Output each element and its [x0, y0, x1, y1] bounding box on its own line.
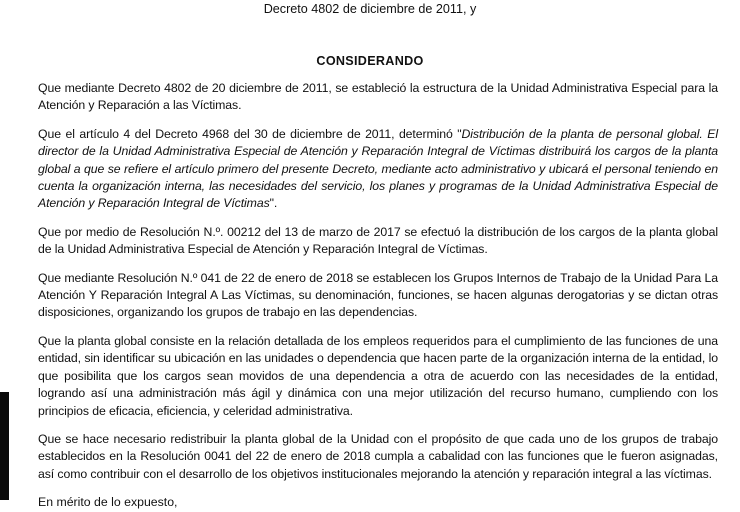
- paragraph-2-quote: Distribución de la planta de personal global. El director de la Unidad Administrativa Especial de Atención y Reparación Integral de Víctimas distribuirá los cargos de la planta global a que se refiere el artículo primero del presente Decreto, mediante acto administrativo y ubicará el personal teniendo en cuenta la organización interna, las necesidades del servicio, los planes y programas de la Unidad Administrativa Especial de Atención y Reparación Integral de Víctimas: [38, 126, 718, 211]
- paragraph-3: Que por medio de Resolución N.º. 00212 del 13 de marzo de 2017 se efectuó la distribución de los cargos de la planta global de la Unidad Administrativa Especial de Atención y Reparación Integral de Víctimas.: [38, 224, 718, 257]
- paragraph-6: Que se hace necesario redistribuir la planta global de la Unidad con el propósito de que cada uno de los grupos de trabajo establecidos en la Resolución 0041 del 22 de enero de 2018 cumpla a cabalidad con las funciones que le fueron asignadas, así como contribuir con el desarrollo de los objetivos institucionales mejorando la atención y reparación integral a las víctimas.: [38, 431, 718, 481]
- paragraph-5: Que la planta global consiste en la relación detallada de los empleos requeridos para el cumplimiento de las funciones de una entidad, sin identificar su ubicación en las unidades o dependencia que hacen parte de la organización interna de la entidad, lo que posibilita que los cargos sean movidos de una dependencia a otra de acuerdo con las necesidades de la entidad, logrando así una administración más ágil y dinámica con una mejor utilización del recurso humano, cumpliendo con los principios de eficacia, eficiencia, y celeridad administrativa.: [38, 333, 718, 418]
- decree-reference-line: Decreto 4802 de diciembre de 2011, y: [263, 2, 477, 16]
- considerando-heading: CONSIDERANDO: [316, 54, 424, 68]
- closing-line: En mérito de lo expuesto,: [38, 495, 178, 510]
- paragraph-2: [38, 126, 718, 213]
- paragraph-1: Que mediante Decreto 4802 de 20 diciembre de 2011, se estableció la estructura de la Unidad Administrativa Especial para la Atención y Reparación a las Víctimas.: [38, 81, 718, 113]
- paragraph-2-lead: Que el artículo 4 del Decreto 4968 del 30 de diciembre de 2011, determinó ": [38, 126, 462, 141]
- paragraph-4: Que mediante Resolución N.º 041 de 22 de enero de 2018 se establecen los Grupos Internos de Trabajo de la Unidad Para La Atención Y Reparación Integral A Las Víctimas, su denominación, funciones, se hacen algunas derogatorias y se dictan otras disposiciones, organizando los grupos de trabajo en las dependencias.: [38, 270, 718, 320]
- scan-edge-mark: [0, 392, 9, 500]
- paragraph-2-tail: ".: [269, 196, 278, 211]
- document-body: [38, 80, 718, 512]
